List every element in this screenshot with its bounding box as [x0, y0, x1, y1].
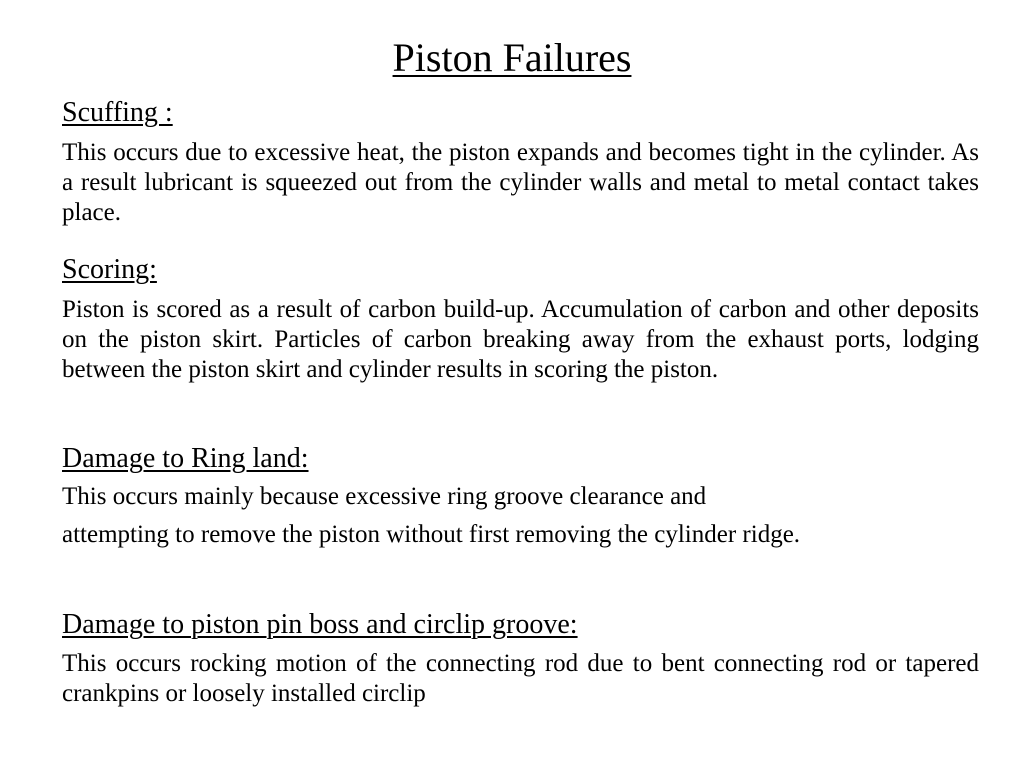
heading-scoring: Scoring: [62, 254, 157, 285]
heading-scuffing: Scuffing : [62, 97, 173, 128]
paragraph-scoring: Piston is scored as a result of carbon build-up. Accumulation of carbon and other deposits on the piston skirt. Particles of carbon breaking away from the exhaust ports, lodging between the piston skirt and cylinder results in scoring the piston. [62, 296, 979, 383]
paragraph-ring-land-line1: This occurs mainly because excessive ring groove clearance and [62, 483, 707, 510]
slide-title: Piston Failures [392, 35, 632, 80]
paragraph-scuffing: This occurs due to excessive heat, the piston expands and becomes tight in the cylinder. As a result lubricant is squeezed out from the cylinder walls and metal to metal contact takes place. [62, 139, 979, 226]
paragraph-pin-boss: This occurs rocking motion of the connecting rod due to bent connecting rod or tapered crankpins or loosely installed circlip [62, 650, 979, 707]
paragraph-ring-land-line2: attempting to remove the piston without first removing the cylinder ridge. [62, 521, 801, 548]
heading-ring-land: Damage to Ring land: [62, 443, 309, 474]
heading-pin-boss: Damage to piston pin boss and circlip groove: [62, 609, 578, 640]
